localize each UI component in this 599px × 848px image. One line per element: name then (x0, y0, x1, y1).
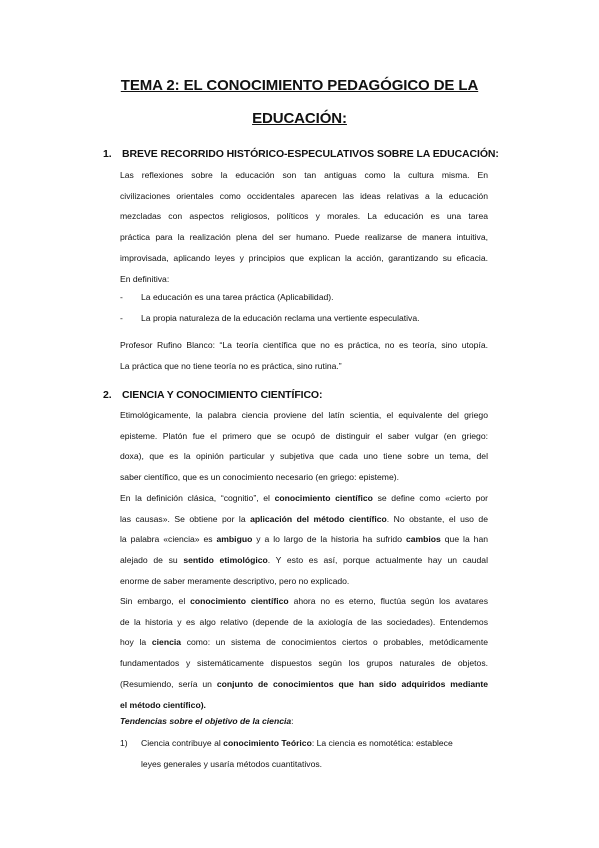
text-run: alejado de su (120, 555, 184, 566)
section-2-number: 2. (103, 389, 112, 401)
tendencias-subheading (120, 711, 488, 732)
paragraph-line: práctica para la realización plena del ser humano. Puede realizarse de manera intuitiva, (120, 232, 488, 243)
paragraph-line: doxa), que es la opinión particular y subjetiva que cada uno tiene sobre un tema, del (120, 451, 488, 462)
section-1-number: 1. (103, 148, 112, 160)
item-number: 1) (120, 738, 128, 748)
bold-term: sentido etimológico (183, 555, 268, 566)
bold-term: conocimiento Teórico (223, 738, 312, 748)
paragraph-line: episteme. Platón fue el primero que se ocupó de distinguir el saber vulgar (en griego: (120, 430, 488, 441)
bold-term: aplicación del método científico (250, 513, 387, 524)
paragraph-line (120, 550, 488, 571)
paragraph-line (120, 529, 488, 550)
quote-paragraph (120, 335, 488, 376)
paragraph-line (120, 674, 488, 695)
bold-term: conjunto de conocimientos que han sido adquiridos mediante (216, 678, 488, 689)
paragraph-line (120, 591, 488, 612)
text-run: como: un sistema de conocimientos ciertos o probables, metódicamente (181, 637, 488, 648)
bullet-dash: - (120, 292, 123, 302)
paragraph-line (120, 488, 488, 509)
paragraph-line: el método científico). (120, 699, 206, 710)
section-2-paragraph-3 (120, 591, 488, 715)
text-run: En la definición clásica, “cognitio”, el (120, 493, 275, 503)
bullet-item (120, 313, 420, 323)
paragraph-line: leyes generales y usaría métodos cuantitativos. (141, 758, 323, 769)
item-text (141, 733, 488, 774)
bullet-text: La educación es una tarea práctica (Aplicabilidad). (141, 292, 334, 302)
bold-term: conocimiento científico (274, 493, 373, 503)
section-1-title: BREVE RECORRIDO HISTÓRICO-ESPECULATIVOS SOBRE LA EDUCACIÓN: (122, 148, 499, 160)
text-run: . Y esto es así, porque actualmente hay un caudal (267, 555, 488, 566)
document-title-line-1: TEMA 2: EL CONOCIMIENTO PEDAGÓGICO DE LA (120, 77, 479, 94)
paragraph-line: civilizaciones orientales como occidentales aparecen las ideas relativas a la educación (120, 190, 488, 201)
text-run: ahora no es eterno, fluctúa según los avatares (288, 596, 488, 606)
tendencias-colon: : (291, 716, 294, 726)
text-run: que la han (440, 534, 489, 545)
text-run: Sin embargo, el (120, 596, 191, 606)
bold-term: ambiguo (216, 534, 253, 545)
paragraph-line (141, 738, 453, 748)
section-1-paragraph (120, 165, 488, 289)
quote-line: Profesor Rufino Blanco: “La teoría científica que no es práctica, no es teoría, sino utopía. (120, 340, 488, 350)
bullet-item (120, 292, 334, 302)
paragraph-line: mezcladas con aspectos religiosos, políticos y morales. La educación es una tarea (120, 211, 488, 222)
text-run: Ciencia contribuye al (141, 738, 224, 748)
paragraph-line: saber científico, que es un conocimiento necesario (en griego: episteme). (120, 472, 399, 483)
section-2-heading (103, 389, 322, 401)
bold-term: cambios (405, 534, 441, 545)
text-run: y a lo largo de la historia ha sufrido (252, 534, 406, 545)
document-title-line-2: EDUCACIÓN: (252, 110, 347, 127)
paragraph-line: improvisada, aplicando leyes y principios que explican la acción, garantizando su eficacia. (120, 252, 488, 263)
text-run: : La ciencia es nomotética: establece (311, 738, 453, 748)
text-run: la palabra «ciencia» es (120, 534, 217, 545)
paragraph-line: enorme de saber meramente descriptivo, pero no explicado. (120, 575, 350, 586)
bold-term: conocimiento científico (190, 596, 289, 606)
bullet-text: La propia naturaleza de la educación reclama una vertiente especulativa. (141, 313, 420, 323)
paragraph-line: de la historia y es algo relativo (depende de la axiología de las sociedades). Entendemos (120, 616, 488, 627)
numbered-item-1 (120, 733, 488, 774)
paragraph-line: Etimológicamente, la palabra ciencia proviene del latín scientia, el equivalente del griego (120, 410, 488, 420)
bullet-dash: - (120, 313, 123, 323)
tendencias-label: Tendencias sobre el objetivo de la ciencia (120, 716, 292, 726)
bold-term: ciencia (151, 637, 182, 648)
text-run: se define como «cierto por (372, 493, 488, 503)
text-run: (Resumiendo, sería un (120, 678, 217, 689)
quote-line: La práctica que no tiene teoría no es práctica, sino rutina.” (120, 360, 342, 371)
section-2-paragraph-2 (120, 488, 488, 592)
paragraph-line: Las reflexiones sobre la educación son tan antiguas como la cultura misma. En (120, 170, 488, 180)
text-run: . No obstante, el uso de (386, 513, 488, 524)
paragraph-line: fundamentados y sistemáticamente dispuestos según los grupos naturales de objetos. (120, 658, 488, 669)
section-2-paragraph-1 (120, 405, 488, 488)
paragraph-line (120, 632, 488, 653)
paragraph-line (120, 509, 488, 530)
text-run: las causas». Se obtiene por la (120, 513, 251, 524)
en-definitiva-label: En definitiva: (120, 273, 170, 284)
text-run: hoy la (120, 637, 152, 648)
section-2-title: CIENCIA Y CONOCIMIENTO CIENTÍFICO: (122, 389, 323, 401)
section-1-heading (103, 148, 499, 160)
